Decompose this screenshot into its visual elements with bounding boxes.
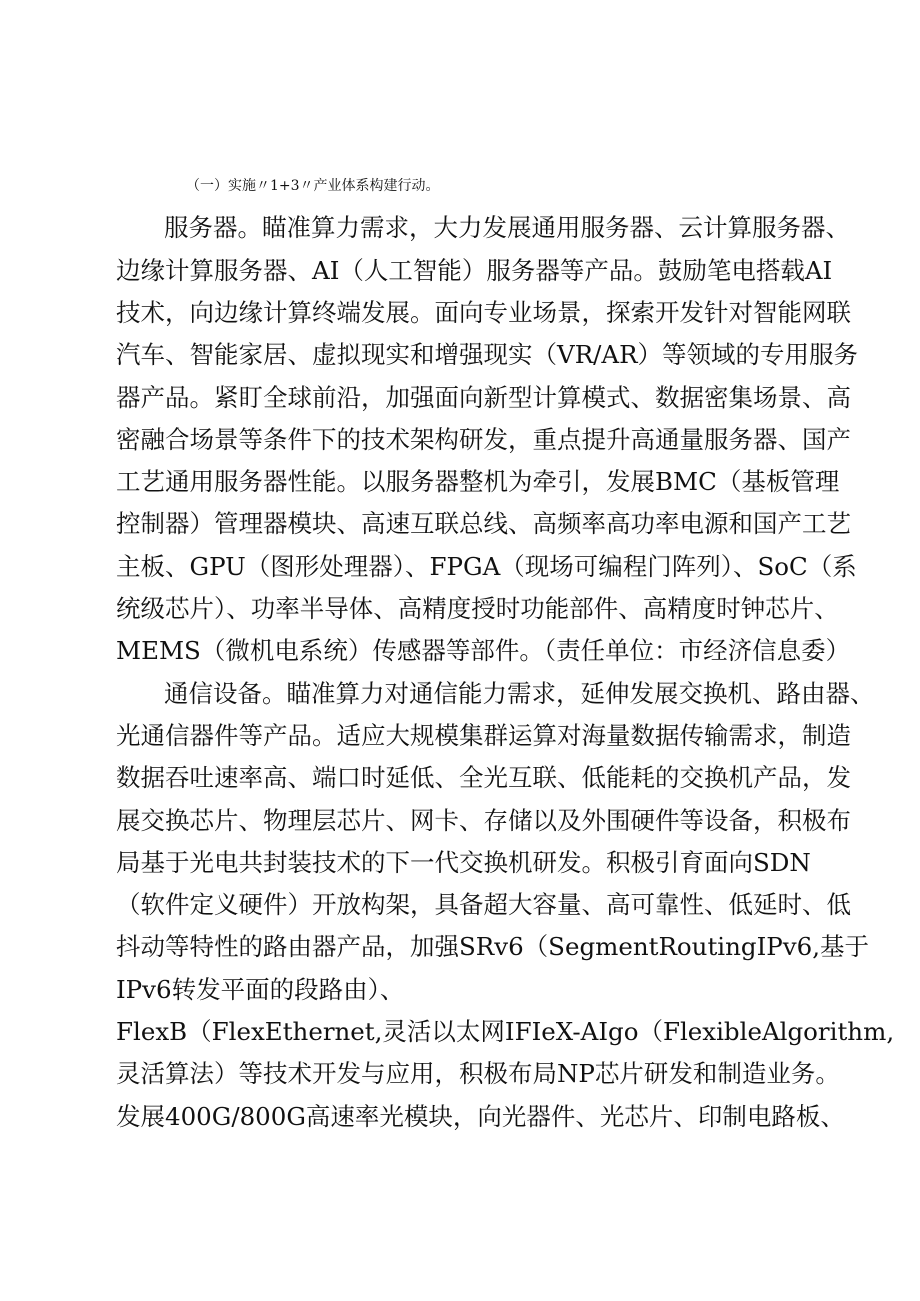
- paragraph-line: IPv6转发平面的段路由）、: [116, 975, 405, 1004]
- paragraph-line: 数据吞吐速率高、端口时延低、全光互联、低能耗的交换机产品，发: [116, 763, 851, 792]
- paragraph-line: MEMS（微机电系统）传感器等部件。（责任单位：市经济信息委）: [116, 636, 851, 665]
- paragraph-line: 通信设备。瞄准算力对通信能力需求，延伸发展交换机、路由器、: [164, 679, 875, 708]
- paragraph-line: 光通信器件等产品。适应大规模集群运算对海量数据传输需求，制造: [116, 721, 851, 750]
- paragraph-line: 器产品。紧盯全球前沿，加强面向新型计算模式、数据密集场景、高: [116, 383, 851, 412]
- paragraph-line: 主板、GPU（图形处理器）、FPGA（现场可编程门阵列）、SoC（系: [116, 552, 857, 581]
- section-heading: （一）实施〃1+3〃产业体系构建行动。: [186, 178, 440, 194]
- paragraph-line: 统级芯片）、功率半导体、高精度授时功能部件、高精度时钟芯片、: [116, 594, 839, 623]
- paragraph-line: 发展400G/800G高速率光模块，向光器件、光芯片、印制电路板、: [116, 1102, 845, 1131]
- paragraph-line: 抖动等特性的路由器产品，加强SRv6（SegmentRoutingIPv6,基于: [116, 932, 869, 961]
- paragraph-line: 密融合场景等条件下的技术架构研发，重点提升高通量服务器、国产: [116, 425, 851, 454]
- paragraph-line: 工艺通用服务器性能。以服务器整机为牵引，发展BMC（基板管理: [116, 467, 840, 496]
- paragraph-line: FlexB（FlexEthernet,灵活以太网IFIeX-AIgo（FlexibleAlgorithm,: [116, 1017, 895, 1046]
- paragraph-line: 服务器。瞄准算力需求，大力发展通用服务器、云计算服务器、: [164, 213, 850, 242]
- paragraph-line: 局基于光电共封装技术的下一代交换机研发。积极引育面向SDN: [116, 848, 811, 877]
- paragraph-line: （软件定义硬件）开放构架，具备超大容量、高可靠性、低延时、低: [116, 890, 851, 919]
- paragraph-line: 控制器）管理器模块、高速互联总线、高频率高功率电源和国产工艺: [116, 509, 851, 538]
- paragraph-line: 展交换芯片、物理层芯片、网卡、存储以及外围硬件等设备，积极布: [116, 806, 851, 835]
- paragraph-line: 边缘计算服务器、AI（人工智能）服务器等产品。鼓励笔电搭载AI: [116, 256, 833, 285]
- paragraph-line: 汽车、智能家居、虚拟现实和增强现实（VR/AR）等领域的专用服务: [116, 340, 859, 369]
- paragraph-line: 灵活算法）等技术开发与应用，积极布局NP芯片研发和制造业务。: [116, 1059, 840, 1088]
- paragraph-line: 技术，向边缘计算终端发展。面向专业场景，探索开发针对智能网联: [116, 298, 851, 327]
